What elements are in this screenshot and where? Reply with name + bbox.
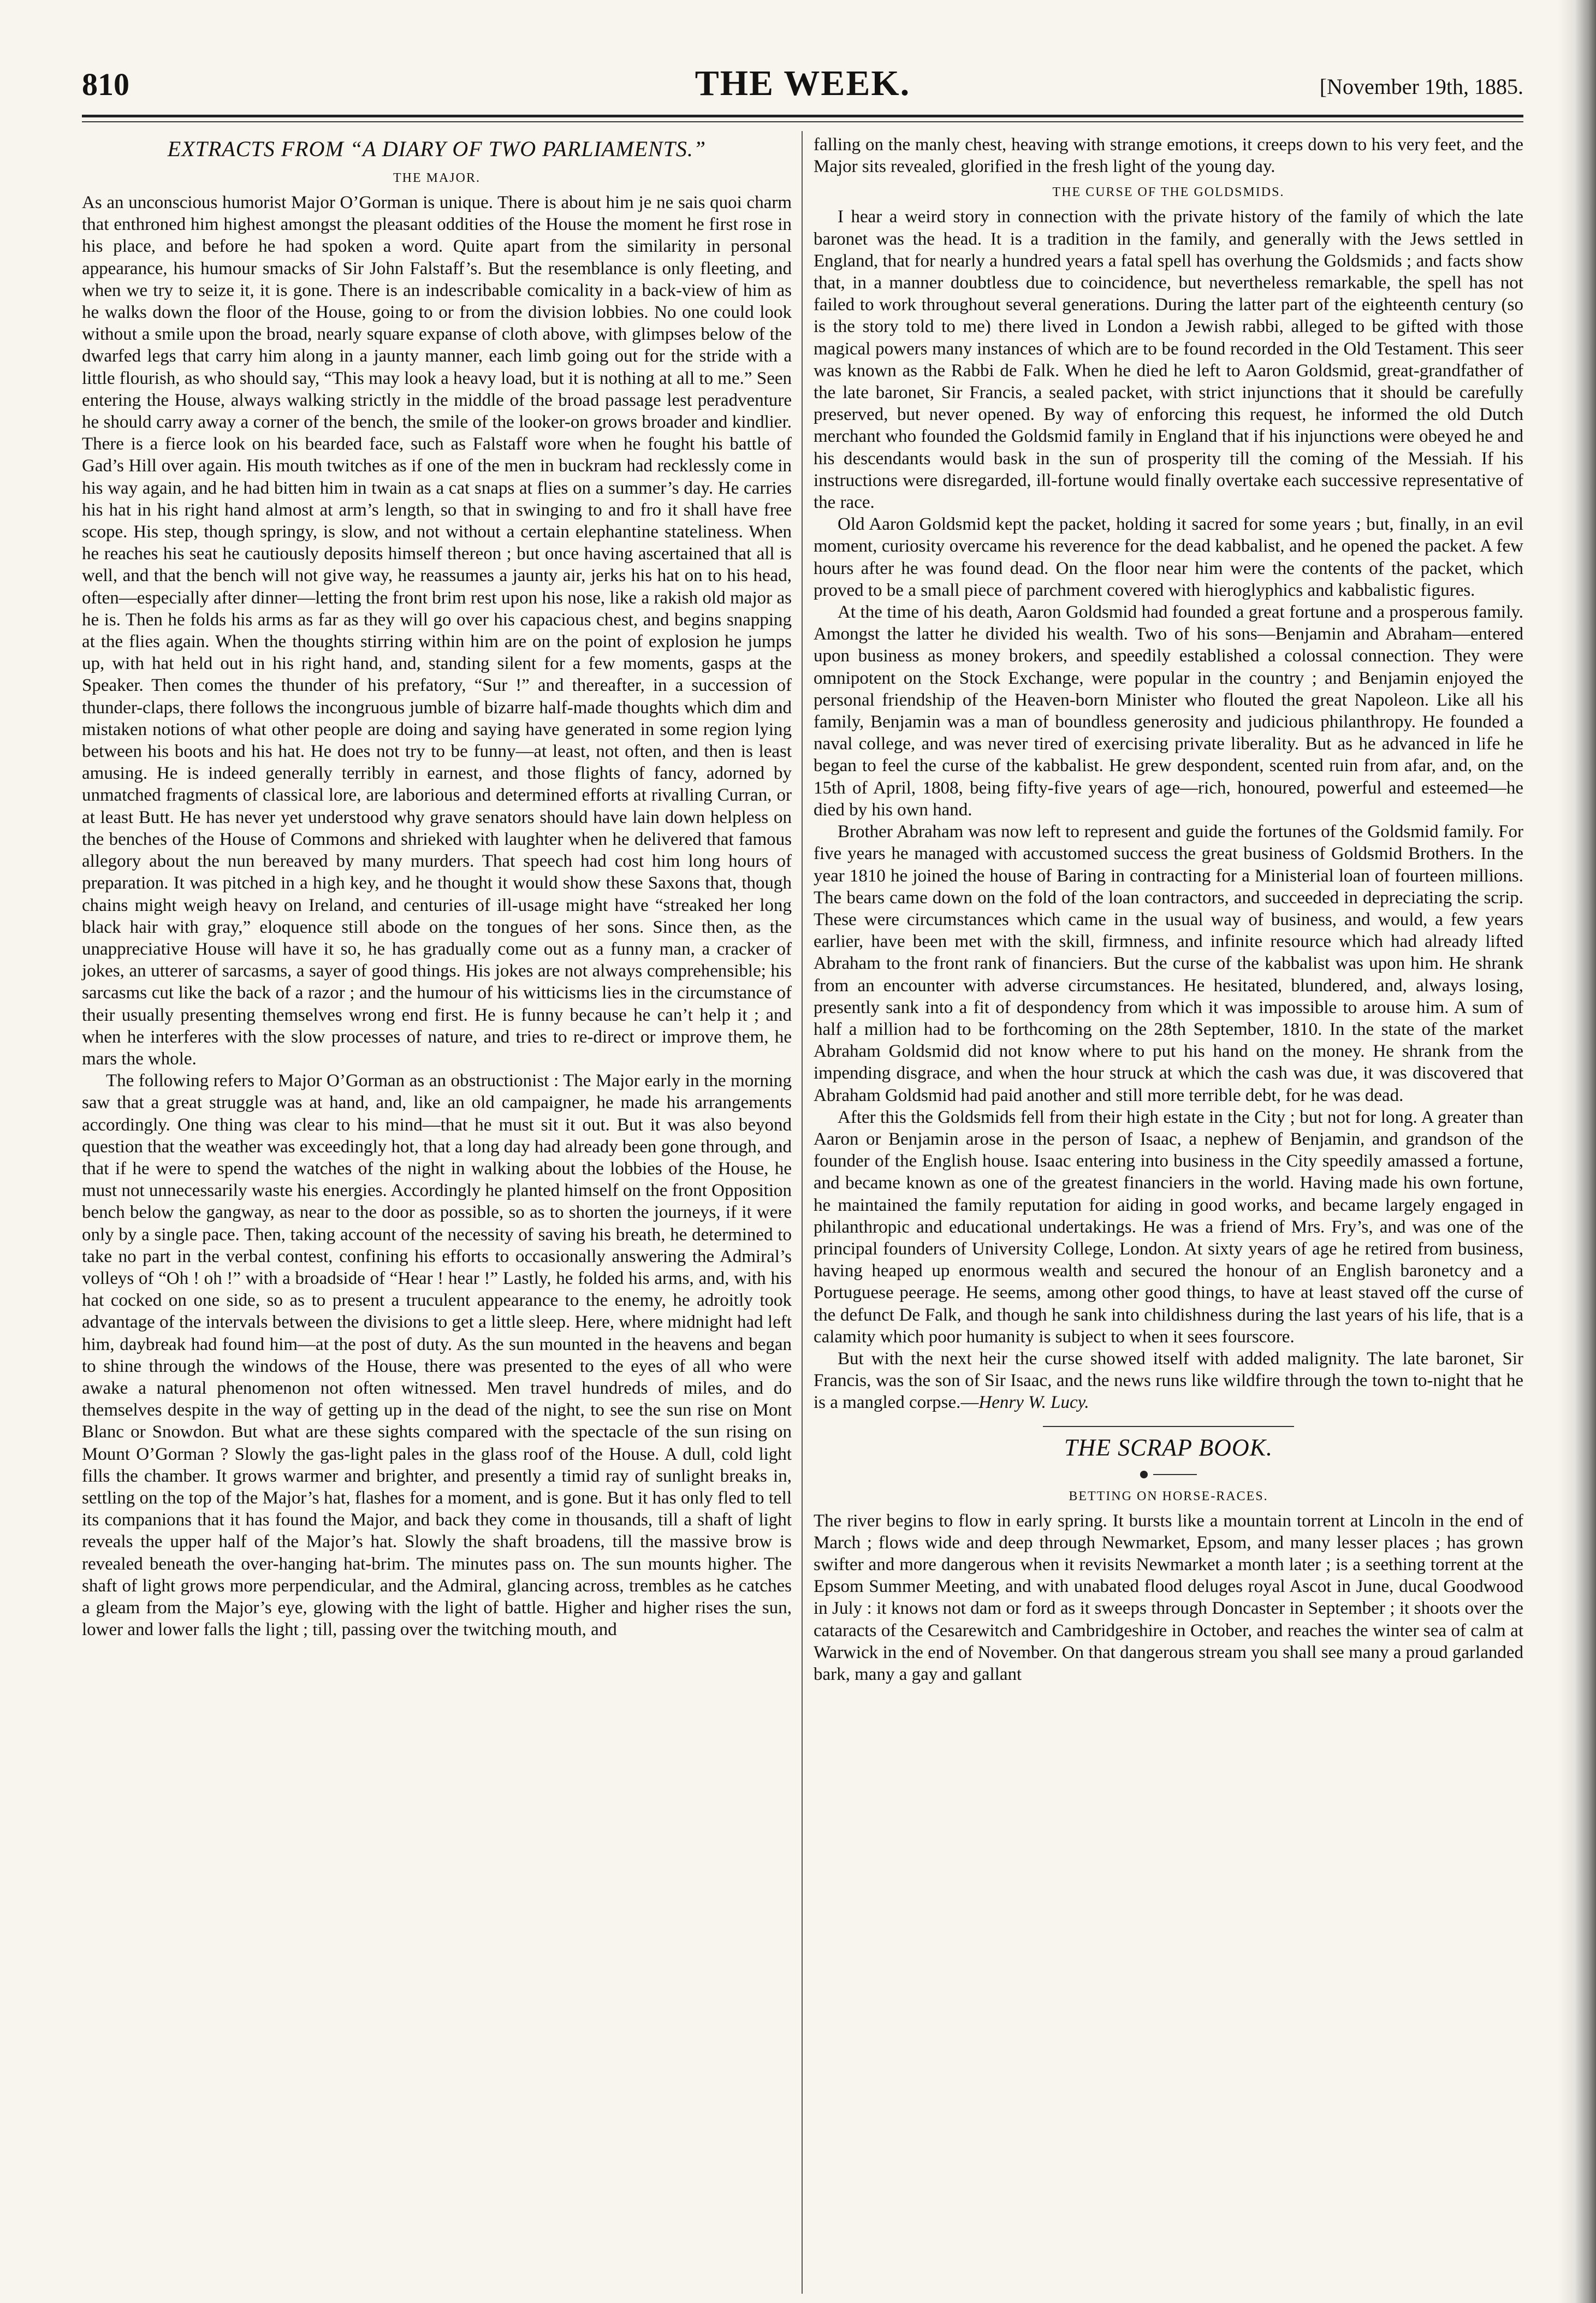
issue-date: [November 19th, 1885.: [1319, 74, 1523, 99]
continued-paragraph: falling on the manly chest, heaving with strange emotions, it creeps down to his very feet, and the Major sits revealed, glorified in the fresh light of the young day.: [814, 135, 1523, 177]
column-divider: [802, 131, 803, 2294]
body-paragraph: As an unconscious humorist Major O’Gorman is unique. There is about him je ne sais quoi charm that enthroned him highest amongst the pleasant oddities of the House the moment he first rose in his place, and before he had spoken a word. Quite apart from the similarity in personal appearance, his humour smacks of Sir John Falstaff’s. But the resemblance is only fleeting, and when we try to seize it, it is gone. There is an indescribable comicality in a back-view of him as he walks down the floor of the House, going to or from the division lobbies. No one could look without a smile upon the broad, nearly square expanse of cloth above, with glimpses below of the dwarfed legs that carry him along in a jaunty manner, each limb going out for the stride with a little flourish, as who should say, “This may look a heavy load, but it is nothing at all to me.” Seen entering the House, always walking strictly in the middle of the broad passage lest peradventure he should carry away a corner of the bench, the smile of the looker-on grows broader and kindlier. There is a fierce look on his bearded face, such as Falstaff wore when he fought his battle of Gad’s Hill over again. His mouth twitches as if one of the men in buckram had recklessly come in his way again, and he had bitten him in twain as a cat snaps at flies on a summer’s day. He carries his hat in his right hand almost at arm’s length, so that in swinging to and fro it shall have free scope. His step, though springy, is slow, and not without a certain elephantine stateliness. When he reaches his seat he cautiously deposits himself thereon ; but once having ascertained that all is well, and that the bench will not give way, he reassumes a jaunty air, jerks his hat on to his head, often—especially after dinner—letting the front brim rest upon his nose, like a rakish old major as he is. Then he folds his arms as far as they will go over his capacious chest, and begins snapping at the flies again. When the thoughts stirring within him are on the point of explosion he jumps up, with hat held out in his right hand, and, standing silent for a few moments, gasps at the Speaker. Then comes the thunder of his prefatory, “Sur !” and thereafter, in a succession of thunder-claps, there follows the incongruous jumble of bizarre half-made thoughts which dim and mistaken notions of what other people are doing and saying have generated in some region lying between his boots and his hat. He does not try to be funny—at least, not often, and then is least amusing. He is indeed generally terribly in earnest, and those flights of fancy, adorned by unmatched fragments of classical lore, are laborious and determined efforts at rivalling Curran, or at least Butt. He has never yet understood why grave senators should have lain down helpless on the benches of the House of Commons and shrieked with laughter when he delivered that famous allegory about the nun bereaved by many murders. That speech had cost him long hours of preparation. It was pitched in a high key, and he thought it would show these Saxons that, though chains might weigh heavy on Ireland, and centuries of ill-usage might have “streaked her long black hair with gray,” eloquence still abode on the tongues of her sons. Since then, as the unappreciative House will have it so, he has gradually come out as a funny man, a cracker of jokes, an utterer of sarcasms, a sayer of good things. His jokes are not always comprehensible; his sarcasms cut like the back of a razor ; and the humour of his witticisms lies in the circumstance of their usually presenting themselves wrong end first. He is funny because he can’t help it ; and when he interferes with the slow processes of nature, and tries to re-direct or improve them, he mars the whole.: [82, 193, 792, 1069]
body-paragraph: At the time of his death, Aaron Goldsmid had founded a great fortune and a prosperous family. Amongst the latter he divided his wealth. Two of his sons—Benjamin and Abraham—entered upon business as money brokers, and speedily established a colossal connection. They were omnipotent on the Stock Exchange, were popular in the country ; and Benjamin enjoyed the personal friendship of the Heaven-born Minister who flouted the great Napoleon. Like all his family, Benjamin was a man of boundless generosity and judicious philanthropy. He founded a naval college, and was never tired of exercising private liberality. But as he advanced in life he began to feel the curse of the kabbalist. He grew despondent, scented ruin from afar, and, on the 15th of April, 1808, being fifty-five years of age—rich, honoured, powerful and esteemed—he died by his own hand.: [814, 602, 1523, 820]
scrap-book-title: THE SCRAP BOOK.: [1064, 1434, 1273, 1461]
body-paragraph: Brother Abraham was now left to represent and guide the fortunes of the Goldsmid family. For five years he managed with accustomed success the great business of Goldsmid Brothers. In the year 1810 he joined the house of Baring in contracting for a Ministerial loan of fourteen millions. The bears came down on the fold of the loan contractors, and succeeded in depreciating the scrip. These were circumstances which came in the usual way of business, and would, a few years earlier, have been met with the skill, firmness, and infinite resource which had already lifted Abraham to the front rank of financiers. But the curse of the kabbalist was upon him. He shrank from an encounter with adverse circumstances. He hesitated, blundered, and, always losing, presently sank into a fit of despondency from which it was impossible to arouse him. A sum of half a million had to be forthcoming on the 28th September, 1810. In the state of the market Abraham Goldsmid did not know where to put his hand on the money. He shrank from the impending disgrace, and when the hour struck at which the cash was due, it was discovered that Abraham Goldsmid had paid another and still more terrible debt, for he was dead.: [814, 822, 1523, 1105]
body-paragraph: Old Aaron Goldsmid kept the packet, holding it sacred for some years ; but, finally, in an evil moment, curiosity overcame his reverence for the dead kabbalist, and he opened the packet. A few hours after he was found dead. On the floor near him were the contents of the packet, which proved to be a small piece of parchment covered with hieroglyphics and kabbalistic figures.: [814, 514, 1523, 600]
ornament-line: [1153, 1474, 1197, 1475]
binding-shadow: [1558, 0, 1596, 2303]
left-column: [82, 134, 792, 1641]
body-paragraph: The following refers to Major O’Gorman as an obstructionist : The Major early in the morning saw that a great struggle was at hand, and, like an old campaigner, he made his arrangements accordingly. One thing was clear to his mind—that he must sit it out. But it was also beyond question that the weather was exceedingly hot, that a long day had already been gone through, and that if he were to spend the watches of the night in walking about the lobbies of the House, he must not unnecessarily waste his energies. Accordingly he planted himself on the front Opposition bench below the gangway, as near to the door as possible, so as to shorten the journeys, if it were only by a single pace. Then, taking account of the necessity of saving his breath, he determined to take no part in the verbal contest, confining his efforts to occasionally answering the Admiral’s volleys of “Oh ! oh !” with a broadside of “Hear ! hear !” Lastly, he folded his arms, and, with his hat cocked on one side, so as to present a truculent appearance to the enemy, he adroitly took advantage of the intervals between the divisions to get a little sleep. Here, where midnight had left him, daybreak had found him—at the post of duty. As the sun mounted in the heavens and began to shine through the windows of the House, there was presented to the eyes of all who were awake a natural phenomenon not often witnessed. Men travel hundreds of miles, and do themselves despite in the way of getting up in the dead of the night, to see the sun rise on Mont Blanc or Snowdon. But what are these sights compared with the spectacle of the sun rising on Mount O’Gorman ? Slowly the gas-light pales in the glass roof of the House. A dull, cold light fills the chamber. It grows warmer and brighter, and presently a timid ray of sunlight breaks in, settling on the top of the Major’s hat, flashes for a moment, and is gone. But it has only fled to tell its companions that it has found the Major, and back they come in thousands, till a shaft of light reveals the upper half of the Major’s hat. Slowly the shaft broadens, till the massive brow is revealed beneath the over-hanging hat-brim. The minutes pass on. The sun mounts higher. The shaft of light grows more perpendicular, and the Admiral, glancing across, trembles as he catches a gleam from the Major’s eye, glowing with the light of battle. Higher and higher rises the sun, lower and lower falls the light ; till, passing over the twitching mouth, and: [82, 1071, 792, 1640]
page-number: 810: [82, 67, 129, 102]
section-heading-curse: THE CURSE OF THE GOLDSMIDS.: [1052, 185, 1285, 200]
right-column: [814, 134, 1523, 1685]
ornament: [814, 1465, 1523, 1482]
masthead: [82, 63, 1523, 117]
section-heading-betting: BETTING ON HORSE-RACES.: [1069, 1489, 1268, 1503]
body-paragraph: I hear a weird story in connection with the private history of the family of which the late baronet was the head. It is a tradition in the family, and generally with the Jews settled in England, that for nearly a hundred years a fatal spell has overhung the Goldsmids ; and facts show that, in a manner doubtless due to coincidence, but nevertheless remarkable, the spell has not failed to work throughout several generations. During the latter part of the eighteenth century (so is the story told to me) there lived in London a Jewish rabbi, alleged to be gifted with those magical powers many instances of which are to be found recorded in the Old Testament. This seer was known as the Rabbi de Falk. When he died he left to Aaron Goldsmid, great-grandfather of the late baronet, Sir Francis, a sealed packet, with strict injunctions that it should be carefully preserved, but never opened. By way of enforcing this request, he informed the old Dutch merchant who founded the Goldsmid family in England that if his injunctions were obeyed he and his descendants would bask in the sun of prosperity till the coming of the Messiah. If his instructions were disregarded, ill-fortune would finally overtake each successive representative of the race.: [814, 207, 1523, 513]
body-paragraph: The river begins to flow in early spring. It bursts like a mountain torrent at Lincoln in the end of March ; flows wide and deep through Newmarket, Epsom, and many lesser places ; has grown swifter and more dangerous when it revisits Newmarket a month later ; is a seething torrent at the Epsom Summer Meeting, and with unabated flood deluges royal Ascot in June, ducal Goodwood in July : it knows not dam or ford as it sweeps through Doncaster in September ; it shoots over the cataracts of the Cesarewitch and Cambridgeshire in October, and reaches the winter sea of calm at Warwick in the end of November. On that dangerous stream you shall see many a proud garlanded bark, many a gay and gallant: [814, 1511, 1523, 1684]
header-rule-thick: [82, 115, 1523, 117]
header-rule-thin: [82, 121, 1523, 122]
author-signature: Henry W. Lucy.: [978, 1393, 1089, 1413]
article-title: EXTRACTS FROM “A DIARY OF TWO PARLIAMENTS.”: [167, 137, 707, 161]
body-paragraph: After this the Goldsmids fell from their high estate in the City ; but not for long. A greater than Aaron or Benjamin arose in the person of Isaac, a nephew of Benjamin, and grandson of the founder of the English house. Isaac entering into business in the City speedily amassed a fortune, and became known as one of the greatest financiers in the world. Having made his own fortune, he maintained the family reputation for aiding in good works, and became largely engaged in philanthropic and educational undertakings. He was a friend of Mrs. Fry’s, and was one of the principal founders of University College, London. At sixty years of age he retired from business, having heaped up enormous wealth and secured the honour of an English baronetcy and a Portuguese peerage. He seems, among other good things, to have at least staved off the curse of the defunct De Falk, and though he sank into childishness during the last years of his life, that is a calamity which poor humanity is subject to when it sees fourscore.: [814, 1107, 1523, 1347]
section-rule: [1043, 1426, 1294, 1427]
body-paragraph: [814, 1348, 1523, 1414]
section-heading-major: THE MAJOR.: [393, 171, 480, 185]
closing-text: But with the next heir the curse showed itself with added malignity. The late baronet, Sir Francis, was the son of Sir Isaac, and the news runs like wildfire through the town to-night that he is a mangled corpse.—: [814, 1348, 1523, 1413]
bullet-ornament: [1140, 1471, 1148, 1478]
journal-title: THE WEEK.: [695, 63, 911, 103]
